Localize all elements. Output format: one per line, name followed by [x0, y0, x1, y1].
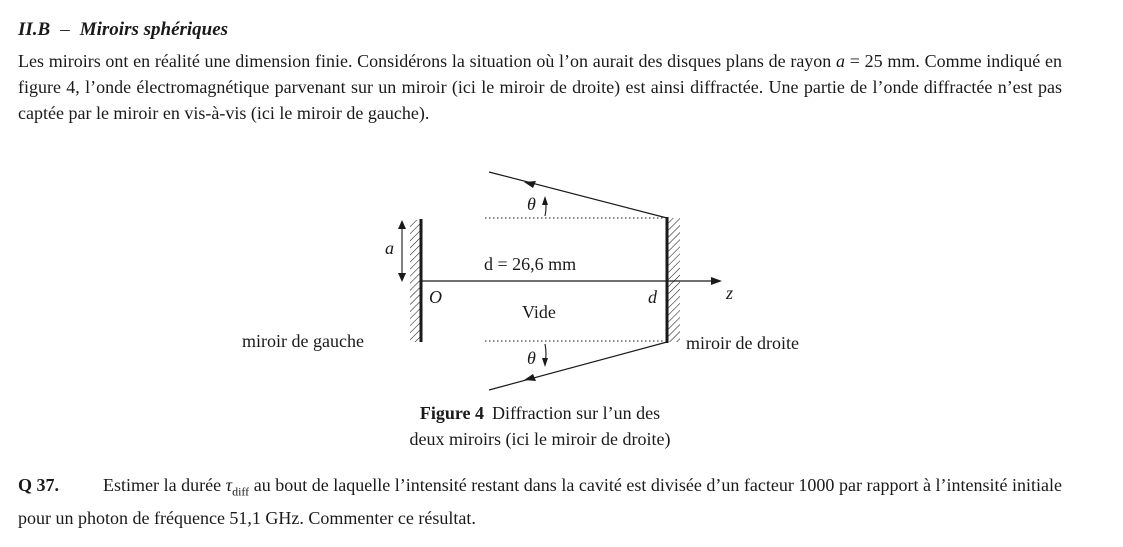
intro-part2: = 25 mm. Comme indiqué en figure 4, l’onde électromagnétique parvenant sur un miroir (ici le miroir de droite) est ainsi diffractée. Une partie de l’onde diffractée n’est pas captée par le miroir en vis-à-vis (ici le miroir de gauche).	[18, 51, 1062, 123]
label-theta-bottom: θ	[527, 348, 536, 368]
question-number: Q 37.	[18, 475, 60, 495]
left-mirror	[410, 219, 421, 342]
caption-label: Figure 4	[419, 403, 485, 423]
label-z: z	[726, 283, 734, 303]
label-theta-top: θ	[527, 194, 536, 214]
theta-bottom-arc	[542, 344, 548, 367]
question-part1: Estimer la durée	[103, 475, 226, 495]
label-a: a	[385, 238, 394, 258]
figure-caption	[340, 400, 740, 452]
tau-subscript: diff	[232, 484, 250, 499]
label-distance: d = 26,6 mm	[484, 254, 577, 274]
caption-line-1	[340, 400, 740, 426]
bottom-diffracted-ray	[489, 342, 667, 390]
section-separator: –	[60, 19, 70, 40]
left-mirror-label: miroir de gauche	[242, 331, 364, 351]
question-part2: au bout de laquelle l’intensité restant dans la cavité est divisée d’un facteur 1000 par rapport à l’intensité initiale pour un photon de fréquence 51,1 GHz. Commenter ce résultat.	[18, 475, 1063, 528]
section-number: II.B	[18, 19, 51, 40]
caption-text-2: deux miroirs (ici le miroir de droite)	[409, 429, 671, 449]
caption-text-1: Diffraction sur l’un des	[492, 403, 661, 423]
label-vide: Vide	[522, 302, 556, 322]
right-mirror-label: miroir de droite	[686, 333, 799, 353]
question-37	[18, 472, 1062, 531]
top-diffracted-ray	[489, 172, 667, 218]
intro-part1: Les miroirs ont en réalité une dimension finie. Considérons la situation où l’on aurait des disques plans de rayon	[18, 51, 837, 71]
tau-symbol: τ	[225, 475, 233, 495]
label-origin: O	[429, 287, 442, 307]
section-title: Miroirs sphériques	[79, 19, 229, 40]
theta-top-arc	[542, 196, 548, 216]
dimension-a-arrow	[398, 220, 406, 282]
label-d: d	[648, 287, 657, 307]
right-mirror	[667, 217, 680, 343]
intro-a-symbol: a	[836, 51, 846, 71]
